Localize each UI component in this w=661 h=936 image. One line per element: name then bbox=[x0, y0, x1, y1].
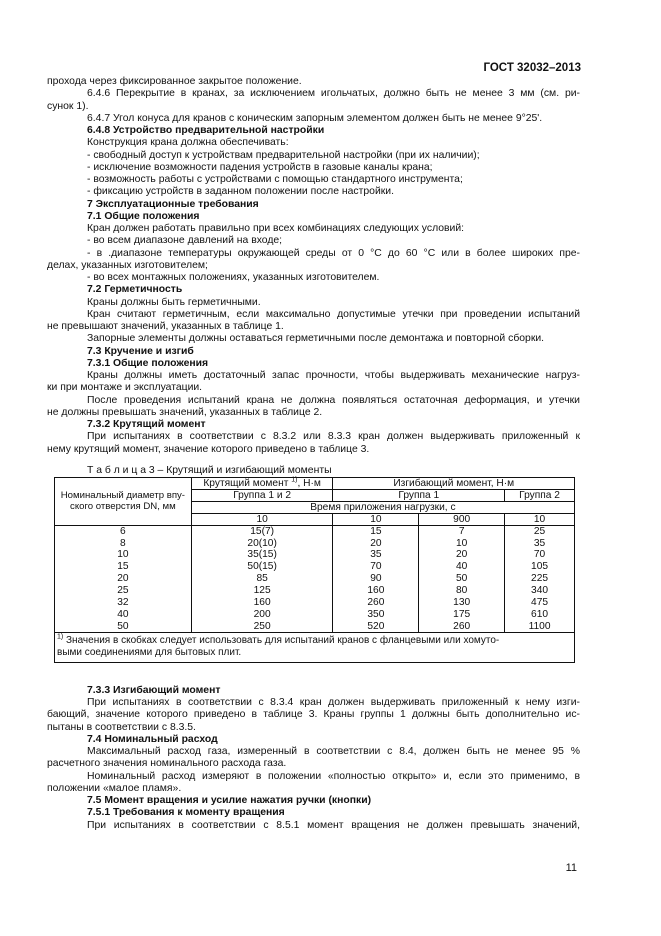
table-cell: 25 bbox=[55, 585, 192, 597]
text-line: не должны превышать значений, указанных в таблице 2. bbox=[47, 406, 323, 418]
text-line: 7.4 Номинальный расход bbox=[87, 733, 218, 745]
table-cell: 50 bbox=[419, 573, 505, 585]
document-number-header: ГОСТ 32032–2013 bbox=[483, 62, 581, 74]
text-line: При испытаниях в соответствии с 8.3.4 кран должен выдерживать приложенный к нему изги- bbox=[87, 697, 580, 709]
table-row bbox=[55, 585, 575, 597]
table-cell: 20 bbox=[55, 573, 192, 585]
table-cell: 10 bbox=[419, 537, 505, 549]
table-row bbox=[55, 549, 575, 561]
table-cell: 20 bbox=[333, 537, 419, 549]
time-cell: 10 bbox=[505, 513, 575, 525]
text-line: 7.1 Общие положения bbox=[87, 210, 200, 222]
time-header: Время приложения нагрузки, с bbox=[191, 501, 574, 513]
table-row bbox=[55, 573, 575, 585]
table-row bbox=[55, 525, 575, 537]
text-line: - во всех монтажных положениях, указанных изготовителем. bbox=[87, 272, 380, 283]
table-cell: 85 bbox=[191, 573, 333, 585]
text-line: прохода через фиксированное закрытое положение. bbox=[47, 76, 302, 87]
text-line: 6.4.8 Устройство предварительной настройки bbox=[87, 125, 325, 136]
page-content bbox=[47, 76, 580, 832]
table-cell: 340 bbox=[505, 585, 575, 597]
table-cell: 350 bbox=[333, 608, 419, 620]
table-cell: 35(15) bbox=[191, 549, 333, 561]
table-cell: 80 bbox=[419, 585, 505, 597]
table-cell: 50(15) bbox=[191, 561, 333, 573]
table-cell: 70 bbox=[505, 549, 575, 561]
group-2-label: Группа 2 bbox=[505, 489, 575, 501]
time-cell: 10 bbox=[191, 513, 333, 525]
table-cell: 250 bbox=[191, 620, 333, 632]
table-cell: 225 bbox=[505, 573, 575, 585]
table-cell: 610 bbox=[505, 608, 575, 620]
table-cell: 160 bbox=[191, 597, 333, 609]
text-line: 7.3 Кручение и изгиб bbox=[87, 345, 194, 357]
table-cell: 70 bbox=[333, 561, 419, 573]
text-line: Максимальный расход газа, измеренный в соответствии с 8.4, должен быть не менее 95 % bbox=[87, 746, 580, 758]
col-header-bending: Изгибающий момент, Н·м bbox=[333, 477, 575, 489]
table-cell: 32 bbox=[55, 597, 192, 609]
table-row bbox=[55, 620, 575, 632]
text-line: Кран должен работать правильно при всех комбинациях следующих условий: bbox=[87, 223, 465, 234]
text-line: При испытаниях в соответствии с 8.3.2 или 8.3.3 кран должен выдерживать приложенный к bbox=[87, 431, 580, 443]
text-line: сунок 1). bbox=[47, 100, 89, 112]
text-block-bottom bbox=[47, 685, 580, 832]
text-line: 6.4.7 Угол конуса для кранов с коническим запорным элементом должен быть не менее 9°25'. bbox=[87, 112, 543, 124]
text-line: 7.3.3 Изгибающий момент bbox=[87, 684, 221, 696]
table-cell: 260 bbox=[333, 597, 419, 609]
table-row bbox=[55, 537, 575, 549]
text-line: - в .диапазоне температуры окружающей среды от 0 °С до 60 °С или в более широких пре- bbox=[87, 247, 580, 259]
text-line: Номинальный расход измеряют в положении «полностью открыто» и, если это применимо, в bbox=[87, 770, 580, 782]
text-line: делах, указанных изготовителем; bbox=[47, 259, 208, 271]
table-cell: 7 bbox=[419, 525, 505, 537]
text-line: 7.3.2 Крутящий момент bbox=[87, 419, 206, 430]
text-line: - фиксацию устройств в заданном положении после настройки. bbox=[87, 186, 394, 198]
moments-table bbox=[54, 477, 575, 663]
table-row bbox=[55, 608, 575, 620]
text-line: При испытаниях в соответствии с 8.5.1 момент вращения не должен превышать значений, bbox=[87, 819, 580, 831]
text-line: - свободный доступ к устройствам предварительной настройки (при их наличии); bbox=[87, 149, 480, 161]
table-cell: 475 bbox=[505, 597, 575, 609]
table-cell: 15 bbox=[55, 561, 192, 573]
text-block-top bbox=[47, 76, 580, 456]
table-cell: 520 bbox=[333, 620, 419, 632]
table-cell: 40 bbox=[419, 561, 505, 573]
text-line: - во всем диапазоне давлений на входе; bbox=[87, 235, 283, 247]
col-header-dn: Номинальный диаметр впу-ского отверстия DN, мм bbox=[55, 477, 192, 525]
table-cell: 90 bbox=[333, 573, 419, 585]
time-cell: 900 bbox=[419, 513, 505, 525]
text-line: бающий, значение которого приведено в таблице 3. Краны группы 1 должны быть дополнительно ис- bbox=[47, 709, 580, 721]
table-cell: 6 bbox=[55, 525, 192, 537]
table-cell: 50 bbox=[55, 620, 192, 632]
page-number: 11 bbox=[565, 862, 577, 874]
table-cell: 35 bbox=[505, 537, 575, 549]
table-cell: 160 bbox=[333, 585, 419, 597]
text-line: Краны должны иметь достаточный запас прочности, чтобы выдерживать механические нагруз- bbox=[87, 370, 580, 381]
text-line: 7.5.1 Требования к моменту вращения bbox=[87, 807, 285, 819]
table-cell: 15 bbox=[333, 525, 419, 537]
text-line: - исключение возможности падения устройств в газовые каналы крана; bbox=[87, 161, 433, 173]
text-line: положении «малое пламя». bbox=[47, 782, 182, 794]
text-line: 7.2 Герметичность bbox=[87, 284, 183, 296]
table-cell: 130 bbox=[419, 597, 505, 609]
table-caption: Т а б л и ц а 3 – Крутящий и изгибающий моменты bbox=[87, 464, 332, 476]
text-line: 7 Эксплуатационные требования bbox=[87, 198, 259, 210]
text-line: ки при монтаже и эксплуатации. bbox=[47, 382, 203, 394]
table-cell: 200 bbox=[191, 608, 333, 620]
table-cell: 25 bbox=[505, 525, 575, 537]
table-cell: 20(10) bbox=[191, 537, 333, 549]
table-cell: 15(7) bbox=[191, 525, 333, 537]
group-1-2-label: Группа 1 и 2 bbox=[191, 489, 333, 501]
text-line: 7.5 Момент вращения и усилие нажатия ручки (кнопки) bbox=[87, 795, 372, 807]
table-cell: 105 bbox=[505, 561, 575, 573]
table-cell: 8 bbox=[55, 537, 192, 549]
text-line: Краны должны быть герметичными. bbox=[87, 296, 261, 308]
table-cell: 260 bbox=[419, 620, 505, 632]
time-cell: 10 bbox=[333, 513, 419, 525]
table-cell: 20 bbox=[419, 549, 505, 561]
text-line: 7.3.1 Общие положения bbox=[87, 357, 209, 369]
text-line: не превышают значений, указанных в таблице 1. bbox=[47, 321, 284, 332]
table-cell: 1100 bbox=[505, 620, 575, 632]
table-row bbox=[55, 597, 575, 609]
text-line: После проведения испытаний крана не должна появляться остаточная деформация, и утечки bbox=[87, 394, 580, 406]
table-cell: 40 bbox=[55, 608, 192, 620]
col-header-torque: Крутящий момент $^{1)}$, Н·м bbox=[191, 477, 333, 489]
text-line: - возможность работы с устройствами с помощью стандартного инструмента; bbox=[87, 174, 463, 185]
text-line: нему крутящий момент, значение которого приведено в таблице 3. bbox=[47, 443, 370, 455]
table-cell: 10 bbox=[55, 549, 192, 561]
table-cell: 125 bbox=[191, 585, 333, 597]
text-line: Конструкция крана должна обеспечивать: bbox=[87, 137, 289, 149]
text-line: расчетного значения номинального расхода газа. bbox=[47, 758, 287, 770]
text-line: Запорные элементы должны оставаться герметичными после демонтажа и повторной сборки. bbox=[87, 333, 545, 345]
text-line: 6.4.6 Перекрытие в кранах, за исключением игольчатых, должно быть не менее 3 мм (см. ри- bbox=[87, 88, 580, 100]
table-cell: 175 bbox=[419, 608, 505, 620]
text-line: Кран считают герметичным, если максимально допустимые утечки при проведении испытаний bbox=[87, 308, 580, 320]
table-row bbox=[55, 561, 575, 573]
group-1-label: Группа 1 bbox=[333, 489, 505, 501]
table-footnote: $^{1)}$ Значения в скобках следует использовать для испытаний кранов с фланцевыми или хомуто- выми соединениями для бытовых плит. bbox=[55, 632, 575, 662]
table-cell: 35 bbox=[333, 549, 419, 561]
text-line: пытаны в соответствии с 8.3.5. bbox=[47, 721, 196, 733]
